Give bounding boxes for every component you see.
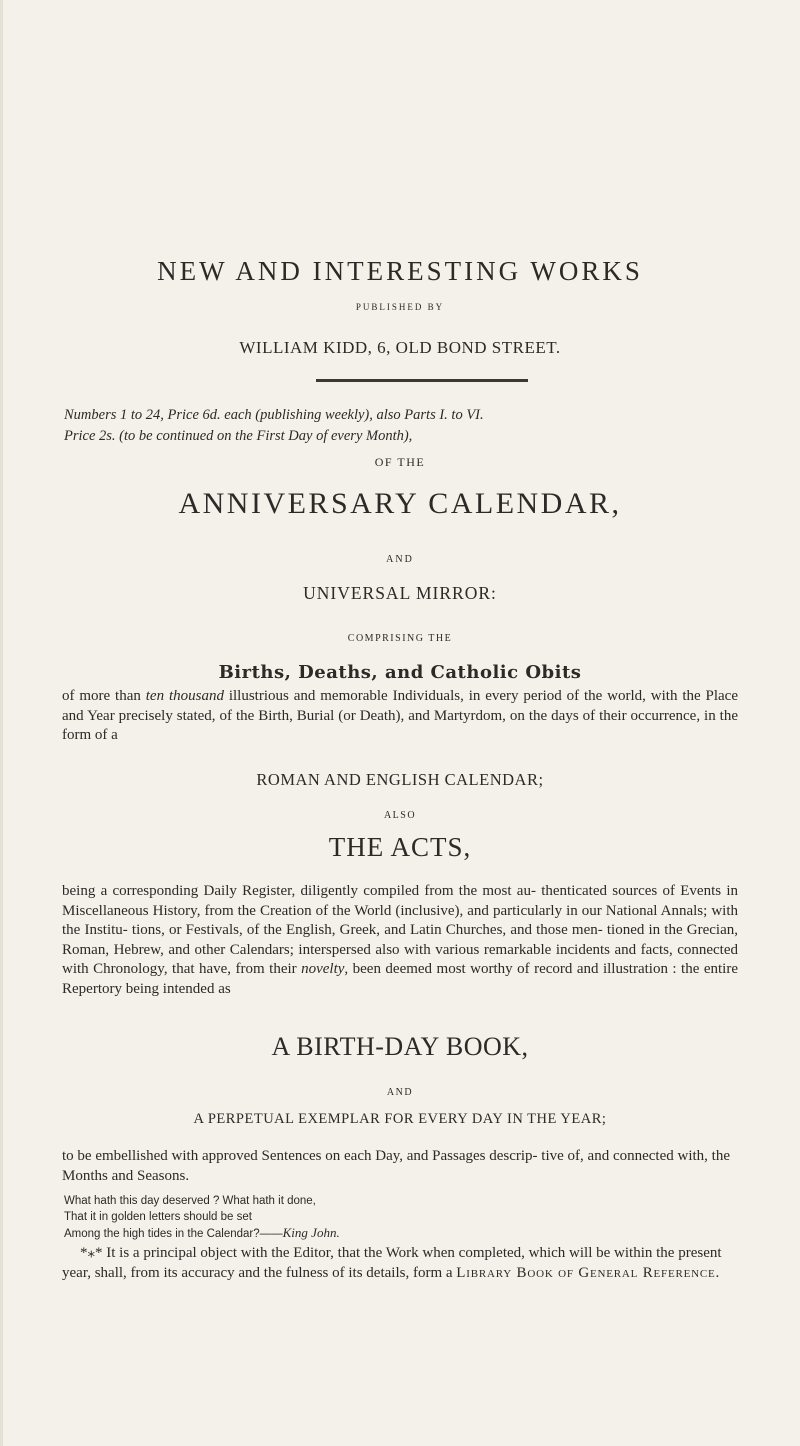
para2-post: , been deemed most worthy of record and illustration : the entire Repertory being intended as: [62, 961, 738, 997]
verse-line-3-text: Among the high tides in the Calendar?: [64, 1228, 260, 1240]
note-small-caps: Library Book of General Reference.: [456, 1264, 721, 1281]
verse-dash: ——: [259, 1228, 283, 1240]
intro-paragraph: [64, 405, 740, 447]
editor-note: [62, 1244, 738, 1283]
intro-line-1: Numbers 1 to 24, Price 6d. each (publishing weekly), also Parts I. to VI.: [64, 407, 484, 423]
para1-pre: of more than: [62, 688, 146, 704]
para1-emphasis: ten thousand: [145, 688, 224, 704]
the-acts-heading: THE ACTS,: [328, 832, 472, 862]
page-gutter: [0, 0, 3, 1446]
verse-quotation: [64, 1193, 740, 1242]
note-text: It is a principal object with the Editor, that the Work when completed, which will be within the present year, shall, from its accuracy and the fulness of its details, form a: [62, 1245, 722, 1281]
note-asterisks: *⁎*: [80, 1245, 103, 1261]
comprising-label: COMPRISING THE: [347, 633, 453, 644]
publisher-line: WILLIAM KIDD, 6, OLD BOND STREET.: [239, 338, 561, 357]
blackletter-subheading: Births, Deaths, and Catholic Obits: [218, 662, 582, 683]
also-label: ALSO: [383, 810, 417, 821]
para2-pre: being a corresponding Daily Register, diligently compiled from the most au- thenticated sources of Events in Miscellaneous History, from the Creation of the World (inclusive), and particularly in our National Annals; with the Institu- tions, or Festivals, of the English, Greek, and Latin Churches, and those men- tioned in the Grecian, Roman, Hebrew, and other Calendars; interspersed also with various remarkable incidents and facts, connected with Chronology, that have, from their: [62, 883, 738, 978]
perpetual-exemplar-heading: A PERPETUAL EXEMPLAR FOR EVERY DAY IN THE YEAR;: [193, 1111, 607, 1127]
and-label-1: AND: [386, 554, 414, 565]
published-by-label: PUBLISHED BY: [355, 302, 445, 312]
verse-line-3: [64, 1225, 740, 1242]
verse-attribution: King John.: [282, 1225, 340, 1240]
para1-post: illustrious and memorable Individuals, in every period of the world, with the Place and Year precisely stated, of the Birth, Burial (or Death), and Martyrdom, on the days of their occurrence, in the form of a: [62, 688, 739, 743]
intro-line-2: Price 2s. (to be continued on the First Day of every Month),: [64, 428, 413, 444]
verse-line-1: What hath this day deserved ? What hath it done,: [64, 1195, 316, 1207]
birthday-book-heading: A BIRTH-DAY BOOK,: [271, 1032, 529, 1061]
roman-english-calendar-heading: ROMAN AND ENGLISH CALENDAR;: [256, 770, 544, 789]
description-paragraph-1: [62, 687, 738, 746]
para2-emphasis: novelty: [301, 961, 345, 978]
page-title: NEW AND INTERESTING WORKS: [157, 256, 643, 286]
universal-mirror-heading: UNIVERSAL MIRROR:: [303, 583, 497, 603]
description-paragraph-2: [62, 882, 738, 1000]
decorative-rule: [316, 379, 528, 382]
verse-line-2: That it in golden letters should be set: [64, 1211, 252, 1223]
anniversary-calendar-heading: ANNIVERSARY CALENDAR,: [178, 487, 622, 520]
of-the-label: OF THE: [374, 455, 426, 469]
and-label-2: AND: [386, 1087, 414, 1098]
description-paragraph-3: to be embellished with approved Sentences on each Day, and Passages descrip- tive of, and connected with, the Months and Seasons.: [62, 1148, 730, 1184]
